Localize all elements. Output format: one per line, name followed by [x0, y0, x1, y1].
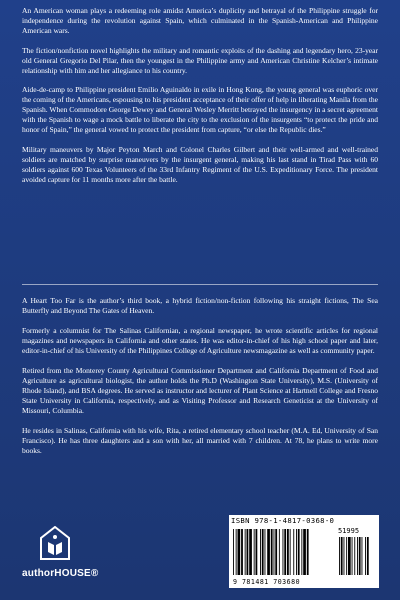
publisher-block: [22, 526, 142, 588]
barcode-bar: [298, 529, 300, 575]
bio-paragraph: A Heart Too Far is the author’s third book, a hybrid fiction/non-fiction following his straight fictions, The Sea Butterfly and Beyond The Gates of Heaven.: [22, 296, 378, 315]
barcode-bar: [365, 537, 366, 575]
barcode-bar: [296, 529, 297, 575]
barcode-bar: [238, 529, 241, 575]
barcode-bar: [287, 529, 289, 575]
isbn-label: ISBN 978-1-4817-0368-0: [231, 516, 335, 525]
barcode-bar: [359, 537, 361, 575]
barcode-bar: [254, 529, 255, 575]
barcode-bar: [346, 537, 347, 575]
barcode-bar: [247, 529, 249, 575]
barcode-bar: [241, 529, 243, 575]
barcode-bar: [341, 537, 343, 575]
bio-paragraph: Retired from the Monterey County Agricultural Commissioner Department and California Department of Food and Agriculture as agricultural biologist, the author holds the Ph.D (Washington State University), M.S. (University of Rhode Island), and BSA degrees. He served as instructor and lecturer of Plant Science at Hartnell College and Fresno State University in California, respectively, and as Visiting Professor and Research Geneticist at the University of Missouri, Columbia.: [22, 366, 378, 415]
book-house-icon: [40, 526, 70, 560]
barcode-bar: [262, 529, 264, 575]
barcode-bar: [260, 529, 261, 575]
barcode-bar: [275, 529, 277, 575]
barcode-bar: [283, 529, 284, 575]
barcode-bar: [290, 529, 291, 575]
barcode-bar: [352, 537, 353, 575]
author-bio-section: [22, 296, 378, 466]
barcode-bar: [233, 529, 234, 575]
synopsis-paragraph: Military maneuvers by Major Peyton March and Colonel Charles Gilbert and their well-armed and well-trained soldiers are matched by surprise maneuvers by the insurgent general, making his last stand in Tirad Pass with 60 soldiers against 600 Texas Volunteers of the 33rd Infantry Regiment of the U.S. Expeditionary Force. The president avoided capture for 11 months more after the battle.: [22, 145, 378, 185]
synopsis-section: [22, 6, 378, 195]
barcode-bars: [231, 525, 377, 577]
barcode-bar: [293, 529, 294, 575]
barcode-bar: [344, 537, 345, 575]
barcode-bar: [267, 529, 270, 575]
price-code: 51995: [338, 527, 360, 535]
barcode-bar: [301, 529, 302, 575]
barcode-bar: [236, 529, 237, 575]
bio-paragraph: Formerly a columnist for The Salinas Californian, a regional newspaper, he wrote scientific articles for regional magazines and newspapers in California and other states. He was editor-in-chief of his high school paper and later, editor-in-chief of his University of the Philippines College of Agriculture newsmagazine as well as community paper.: [22, 326, 378, 355]
barcode-bar: [357, 537, 358, 575]
barcode-bar: [367, 537, 369, 575]
barcode-bar: [249, 529, 252, 575]
barcode-bar: [279, 529, 280, 575]
barcode-bar: [348, 537, 351, 575]
ean-digits: 9 781481 703680: [233, 578, 301, 586]
synopsis-paragraph: An American woman plays a redeeming role amidst America’s duplicity and betrayal of the Philippine struggle for independence during the revolution against Spain, which culminated in the Spanish-American and Philippine American wars.: [22, 6, 378, 35]
barcode-bar: [256, 529, 258, 575]
publisher-name: authorHOUSE®: [22, 568, 99, 579]
barcode-bar: [245, 529, 246, 575]
barcode-bar: [303, 529, 306, 575]
barcode-bar: [362, 537, 363, 575]
synopsis-paragraph: The fiction/nonfiction novel highlights the military and romantic exploits of the dashing and legendary hero, 23-year old General Gregorio Del Pilar, then the youngest in the Philippine army and American Christine Kelcher’s intimate relationship with him and her allegiance to his country.: [22, 45, 378, 75]
barcode-bar: [271, 529, 273, 575]
barcode-bar: [307, 529, 309, 575]
barcode-bar: [274, 529, 275, 575]
bio-paragraph: He resides in Salinas, California with his wife, Rita, a retired elementary school teacher (M.A. Ed, University of San Francisco). He has three daughters and a son with her, all married with 7 children. At 78, he plans to write more books.: [22, 426, 378, 455]
barcode: [229, 515, 379, 588]
barcode-bar: [339, 537, 340, 575]
section-divider: [22, 284, 378, 285]
synopsis-paragraph: Aide-de-camp to Philippine president Emilio Aguinaldo in exile in Hong Kong, the young general was euphoric over the coming of the Americans, espousing to his president acceptance of their offer of help in liberating Manila from the Spanish. When Commodore George Dewey and General Wesley Merritt betrayed the insurgency in a secret agreement with the Spanish to wage a mock battle to liberate the city to the exclusion of the insurgents “to protect the pride and honor of Spain,” the general vowed to protect the president from capture, “or else the Republic dies.”: [22, 85, 378, 135]
barcode-bar: [284, 529, 286, 575]
barcode-bar: [265, 529, 266, 575]
barcode-bar: [354, 537, 355, 575]
